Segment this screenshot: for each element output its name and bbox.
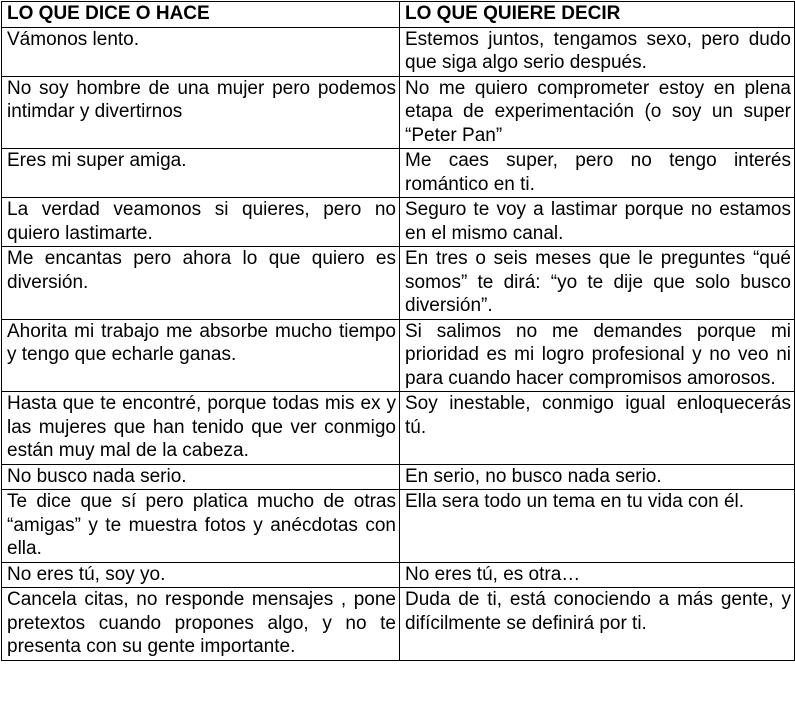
- meaning-table: [1, 1, 795, 661]
- table-row: [2, 149, 795, 198]
- header-row: [2, 2, 795, 28]
- means-cell: Si salimos no me demandes porque mi prioridad es mi logro profesional y no veo ni para cuando hacer compromisos amorosos.: [400, 319, 795, 392]
- table-row: [2, 247, 795, 320]
- says-cell: Cancela citas, no responde mensajes , pone pretextos cuando propones algo, y no te presenta con su gente importante.: [2, 588, 400, 661]
- means-cell: Soy inestable, conmigo igual enloquecerás tú.: [400, 392, 795, 465]
- header-says-does: LO QUE DICE O HACE: [2, 2, 400, 28]
- says-cell: No soy hombre de una mujer pero podemos intimdar y divertirnos: [2, 76, 400, 149]
- says-cell: Vámonos lento.: [2, 27, 400, 76]
- table-row: [2, 392, 795, 465]
- says-cell: No eres tú, soy yo.: [2, 562, 400, 588]
- says-cell: La verdad veamonos si quieres, pero no quiero lastimarte.: [2, 198, 400, 247]
- means-cell: Estemos juntos, tengamos sexo, pero dudo que siga algo serio después.: [400, 27, 795, 76]
- means-cell: No me quiero comprometer estoy en plena etapa de experimentación (o soy un super “Peter Pan”: [400, 76, 795, 149]
- says-cell: Hasta que te encontré, porque todas mis ex y las mujeres que han tenido que ver conmigo están muy mal de la cabeza.: [2, 392, 400, 465]
- table-row: [2, 464, 795, 490]
- table-row: [2, 588, 795, 661]
- means-cell: Duda de ti, está conociendo a más gente, y difícilmente se definirá por ti.: [400, 588, 795, 661]
- means-cell: En serio, no busco nada serio.: [400, 464, 795, 490]
- table-row: [2, 27, 795, 76]
- means-cell: En tres o seis meses que le preguntes “qué somos” te dirá: “yo te dije que solo busco diversión”.: [400, 247, 795, 320]
- table-row: [2, 562, 795, 588]
- means-cell: Ella sera todo un tema en tu vida con él.: [400, 490, 795, 563]
- says-cell: Me encantas pero ahora lo que quiero es diversión.: [2, 247, 400, 320]
- table-row: [2, 76, 795, 149]
- says-cell: Ahorita mi trabajo me absorbe mucho tiempo y tengo que echarle ganas.: [2, 319, 400, 392]
- says-cell: No busco nada serio.: [2, 464, 400, 490]
- means-cell: Seguro te voy a lastimar porque no estamos en el mismo canal.: [400, 198, 795, 247]
- means-cell: Me caes super, pero no tengo interés romántico en ti.: [400, 149, 795, 198]
- table-row: [2, 198, 795, 247]
- says-cell: Eres mi super amiga.: [2, 149, 400, 198]
- means-cell: No eres tú, es otra…: [400, 562, 795, 588]
- table-row: [2, 319, 795, 392]
- says-cell: Te dice que sí pero platica mucho de otras “amigas” y te muestra fotos y anécdotas con ella.: [2, 490, 400, 563]
- header-means: LO QUE QUIERE DECIR: [400, 2, 795, 28]
- table-row: [2, 490, 795, 563]
